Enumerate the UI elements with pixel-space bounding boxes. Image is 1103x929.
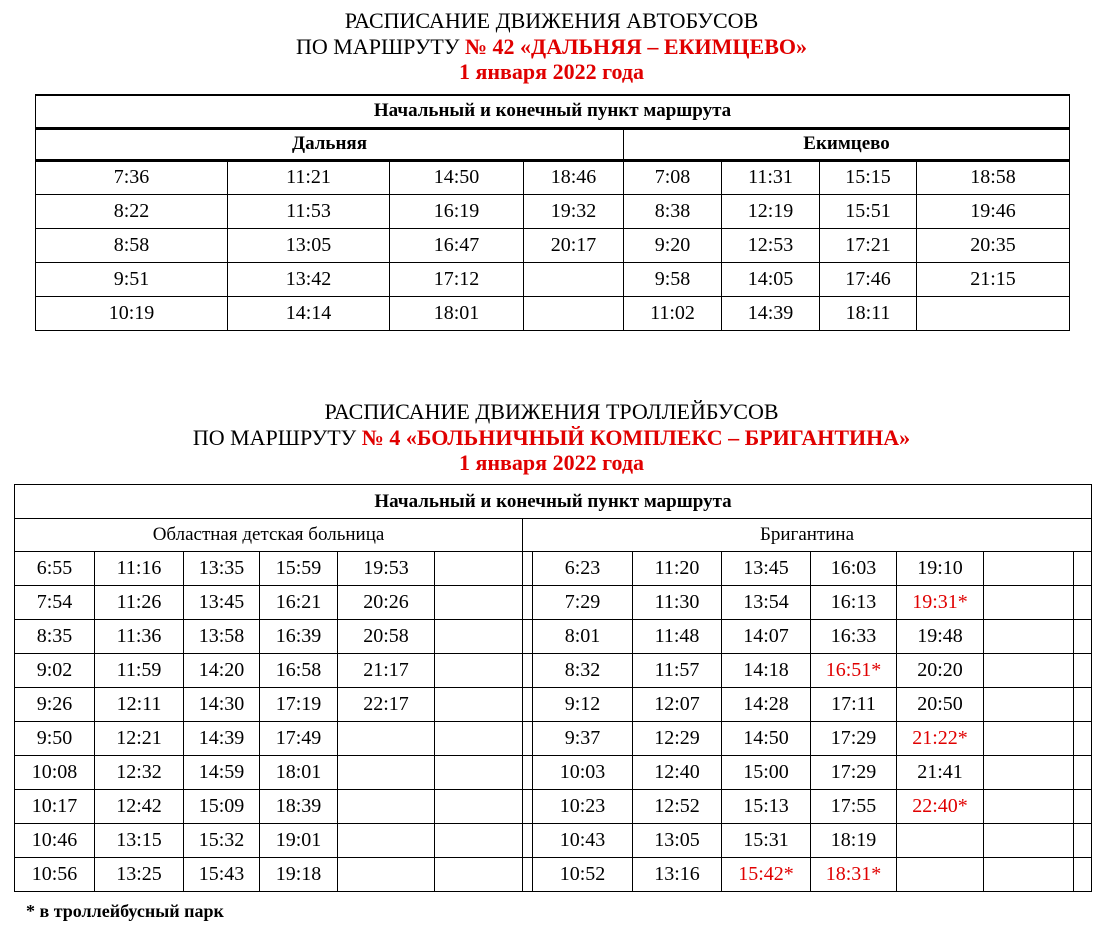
bus-title-block	[0, 8, 1103, 84]
trolley-date: 1 января 2022 года	[458, 450, 645, 475]
trolley-time-cell: 12:32	[95, 756, 184, 790]
trolley-time-cell	[984, 790, 1074, 824]
trolley-time-cell	[523, 620, 533, 654]
bus-time-row	[36, 262, 1070, 296]
trolley-time-cell: 10:17	[15, 790, 95, 824]
bus-time-cell: 18:11	[820, 296, 917, 330]
trolley-time-cell	[435, 858, 523, 892]
bus-time-cell: 12:53	[722, 228, 820, 262]
bus-title-line2	[0, 34, 1103, 60]
trolley-time-row	[15, 824, 1092, 858]
trolley-time-cell: 16:21	[260, 586, 338, 620]
trolley-time-cell	[523, 654, 533, 688]
trolley-time-row	[15, 688, 1092, 722]
trolley-time-cell: 19:31*	[897, 586, 984, 620]
trolley-time-cell	[523, 722, 533, 756]
trolley-time-row	[15, 756, 1092, 790]
trolley-time-cell: 21:17	[338, 654, 435, 688]
trolley-time-cell	[523, 756, 533, 790]
trolley-time-cell: 10:43	[533, 824, 633, 858]
trolley-time-cell: 17:11	[811, 688, 897, 722]
bus-header: Начальный и конечный пункт маршрута	[36, 95, 1070, 128]
trolley-time-cell: 18:19	[811, 824, 897, 858]
trolley-time-cell: 6:55	[15, 552, 95, 586]
bus-title-prefix: ПО МАРШРУТУ	[296, 34, 465, 59]
trolley-time-cell: 6:23	[533, 552, 633, 586]
bus-time-cell: 21:15	[917, 262, 1070, 296]
bus-time-cell: 9:58	[624, 262, 722, 296]
trolley-time-cell	[984, 586, 1074, 620]
trolley-time-cell: 19:48	[897, 620, 984, 654]
trolley-time-cell	[523, 790, 533, 824]
trolley-time-cell	[338, 722, 435, 756]
trolley-time-cell	[435, 586, 523, 620]
trolley-time-cell: 13:35	[184, 552, 260, 586]
trolley-time-cell: 13:15	[95, 824, 184, 858]
trolley-time-cell: 10:03	[533, 756, 633, 790]
trolley-time-cell: 20:20	[897, 654, 984, 688]
trolley-time-cell: 19:01	[260, 824, 338, 858]
trolley-time-cell	[338, 858, 435, 892]
trolley-time-cell: 11:59	[95, 654, 184, 688]
trolley-time-cell: 10:23	[533, 790, 633, 824]
trolley-time-cell: 15:31	[722, 824, 811, 858]
trolley-time-cell: 7:29	[533, 586, 633, 620]
trolley-time-cell: 13:45	[722, 552, 811, 586]
trolley-time-cell: 16:58	[260, 654, 338, 688]
bus-time-row	[36, 228, 1070, 262]
trolley-time-cell	[523, 586, 533, 620]
trolley-time-cell	[435, 722, 523, 756]
trolley-time-cell	[435, 790, 523, 824]
trolley-time-cell: 17:29	[811, 722, 897, 756]
trolley-time-cell	[1074, 858, 1092, 892]
bus-time-cell: 11:53	[228, 194, 390, 228]
footnote: * в троллейбусный парк	[26, 901, 224, 921]
bus-time-row	[36, 296, 1070, 330]
trolley-time-cell: 22:17	[338, 688, 435, 722]
trolley-time-cell: 14:30	[184, 688, 260, 722]
trolley-time-cell: 17:49	[260, 722, 338, 756]
trolley-time-cell: 9:12	[533, 688, 633, 722]
trolley-time-cell: 20:26	[338, 586, 435, 620]
trolley-time-row	[15, 586, 1092, 620]
trolley-time-cell: 17:29	[811, 756, 897, 790]
trolley-time-cell	[984, 858, 1074, 892]
bus-time-cell: 11:02	[624, 296, 722, 330]
trolley-time-cell	[1074, 722, 1092, 756]
trolley-time-cell	[1074, 688, 1092, 722]
trolley-time-cell: 14:50	[722, 722, 811, 756]
trolley-time-cell: 11:30	[633, 586, 722, 620]
trolley-time-cell: 12:29	[633, 722, 722, 756]
trolley-time-cell: 18:39	[260, 790, 338, 824]
bus-time-cell: 17:21	[820, 228, 917, 262]
trolley-time-cell: 15:32	[184, 824, 260, 858]
trolley-time-row	[15, 790, 1092, 824]
bus-time-cell	[524, 296, 624, 330]
bus-schedule-table	[35, 94, 1070, 331]
bus-time-cell: 14:14	[228, 296, 390, 330]
trolley-time-cell	[897, 858, 984, 892]
trolley-time-cell	[1074, 620, 1092, 654]
trolley-title-line2	[0, 425, 1103, 451]
trolley-time-row	[15, 552, 1092, 586]
bus-time-cell: 15:15	[820, 160, 917, 194]
bus-time-cell: 12:19	[722, 194, 820, 228]
bus-time-cell: 20:35	[917, 228, 1070, 262]
trolley-time-cell	[435, 756, 523, 790]
trolley-time-cell: 13:54	[722, 586, 811, 620]
trolley-time-cell: 20:50	[897, 688, 984, 722]
bus-time-cell	[524, 262, 624, 296]
trolley-title-prefix: ПО МАРШРУТУ	[192, 425, 362, 450]
bus-stop-left: Дальняя	[36, 128, 624, 160]
trolley-time-cell: 15:42*	[722, 858, 811, 892]
trolley-table-body	[15, 552, 1092, 892]
trolley-route-name: № 4 «БОЛЬНИЧНЫЙ КОМПЛЕКС – БРИГАНТИНА»	[361, 425, 911, 450]
trolley-time-cell: 19:18	[260, 858, 338, 892]
bus-time-cell: 16:19	[390, 194, 524, 228]
trolley-time-cell: 17:55	[811, 790, 897, 824]
trolley-time-cell: 7:54	[15, 586, 95, 620]
trolley-time-cell: 12:07	[633, 688, 722, 722]
bus-time-cell: 17:12	[390, 262, 524, 296]
trolley-time-cell: 15:59	[260, 552, 338, 586]
bus-time-cell: 8:38	[624, 194, 722, 228]
bus-time-cell: 9:51	[36, 262, 228, 296]
trolley-time-cell: 16:33	[811, 620, 897, 654]
bus-time-cell: 19:46	[917, 194, 1070, 228]
bus-time-cell	[917, 296, 1070, 330]
bus-time-cell: 7:36	[36, 160, 228, 194]
trolley-time-cell: 9:37	[533, 722, 633, 756]
trolley-time-cell: 14:28	[722, 688, 811, 722]
trolley-time-cell: 10:56	[15, 858, 95, 892]
trolley-time-cell: 12:52	[633, 790, 722, 824]
bus-time-cell: 19:32	[524, 194, 624, 228]
bus-time-row	[36, 194, 1070, 228]
bus-date: 1 января 2022 года	[458, 59, 645, 84]
bus-time-cell: 13:05	[228, 228, 390, 262]
bus-table-body	[36, 160, 1070, 330]
trolley-time-cell: 9:50	[15, 722, 95, 756]
trolley-time-cell: 11:26	[95, 586, 184, 620]
trolley-time-cell: 11:16	[95, 552, 184, 586]
trolley-time-cell: 14:18	[722, 654, 811, 688]
trolley-time-cell	[338, 756, 435, 790]
trolley-time-cell: 12:21	[95, 722, 184, 756]
trolley-stop-left: Областная детская больница	[15, 519, 523, 552]
trolley-time-cell	[984, 756, 1074, 790]
bus-time-cell: 17:46	[820, 262, 917, 296]
trolley-header: Начальный и конечный пункт маршрута	[15, 485, 1092, 519]
trolley-time-cell: 13:16	[633, 858, 722, 892]
trolley-time-cell	[984, 824, 1074, 858]
trolley-time-cell	[435, 824, 523, 858]
bus-title-line1: РАСПИСАНИЕ ДВИЖЕНИЯ АВТОБУСОВ	[344, 8, 759, 33]
bus-time-cell: 11:31	[722, 160, 820, 194]
trolley-time-cell: 21:41	[897, 756, 984, 790]
trolley-time-cell	[523, 688, 533, 722]
trolley-time-cell	[435, 654, 523, 688]
bus-time-cell: 8:58	[36, 228, 228, 262]
trolley-time-cell: 16:03	[811, 552, 897, 586]
trolley-time-cell	[1074, 654, 1092, 688]
trolley-time-cell	[435, 552, 523, 586]
trolley-time-cell: 14:39	[184, 722, 260, 756]
trolley-time-cell	[523, 858, 533, 892]
trolley-time-cell: 8:01	[533, 620, 633, 654]
trolley-time-cell: 13:05	[633, 824, 722, 858]
trolley-time-cell	[1074, 586, 1092, 620]
trolley-time-cell	[984, 654, 1074, 688]
trolley-time-cell: 11:57	[633, 654, 722, 688]
trolley-time-cell: 15:43	[184, 858, 260, 892]
trolley-time-cell: 13:25	[95, 858, 184, 892]
bus-time-cell: 16:47	[390, 228, 524, 262]
trolley-time-cell	[1074, 756, 1092, 790]
trolley-time-cell: 12:42	[95, 790, 184, 824]
trolley-time-cell: 13:45	[184, 586, 260, 620]
trolley-time-cell: 20:58	[338, 620, 435, 654]
trolley-time-cell	[984, 722, 1074, 756]
trolley-time-cell	[1074, 790, 1092, 824]
trolley-time-cell: 12:40	[633, 756, 722, 790]
trolley-time-cell	[1074, 824, 1092, 858]
bus-time-row	[36, 160, 1070, 194]
trolley-time-cell: 11:48	[633, 620, 722, 654]
bus-route-name: № 42 «ДАЛЬНЯЯ – ЕКИМЦЕВО»	[464, 34, 807, 59]
trolley-time-cell: 14:20	[184, 654, 260, 688]
trolley-time-cell: 19:53	[338, 552, 435, 586]
trolley-time-cell: 12:11	[95, 688, 184, 722]
trolley-time-cell	[435, 688, 523, 722]
trolley-time-cell	[897, 824, 984, 858]
trolley-time-row	[15, 722, 1092, 756]
trolley-time-row	[15, 654, 1092, 688]
bus-time-cell: 7:08	[624, 160, 722, 194]
trolley-title-line1: РАСПИСАНИЕ ДВИЖЕНИЯ ТРОЛЛЕЙБУСОВ	[324, 399, 779, 424]
trolley-time-cell	[1074, 552, 1092, 586]
trolley-time-cell	[435, 620, 523, 654]
bus-time-cell: 18:01	[390, 296, 524, 330]
trolley-time-cell: 9:02	[15, 654, 95, 688]
trolley-time-cell: 16:39	[260, 620, 338, 654]
trolley-time-cell	[984, 552, 1074, 586]
trolley-time-cell: 10:46	[15, 824, 95, 858]
trolley-time-cell: 8:32	[533, 654, 633, 688]
trolley-time-cell	[523, 552, 533, 586]
trolley-time-cell: 11:36	[95, 620, 184, 654]
trolley-time-cell: 19:10	[897, 552, 984, 586]
trolley-time-row	[15, 858, 1092, 892]
bus-stop-right: Екимцево	[624, 128, 1070, 160]
trolley-time-cell	[984, 620, 1074, 654]
bus-time-cell: 8:22	[36, 194, 228, 228]
bus-time-cell: 14:39	[722, 296, 820, 330]
trolley-time-cell: 8:35	[15, 620, 95, 654]
bus-time-cell: 15:51	[820, 194, 917, 228]
bus-time-cell: 18:58	[917, 160, 1070, 194]
trolley-time-cell: 16:51*	[811, 654, 897, 688]
trolley-time-cell: 10:08	[15, 756, 95, 790]
trolley-time-cell	[984, 688, 1074, 722]
trolley-time-cell	[338, 824, 435, 858]
trolley-time-cell: 11:20	[633, 552, 722, 586]
trolley-time-cell: 9:26	[15, 688, 95, 722]
trolley-time-cell: 22:40*	[897, 790, 984, 824]
trolley-time-cell: 16:13	[811, 586, 897, 620]
trolley-time-cell: 17:19	[260, 688, 338, 722]
trolley-time-cell: 15:09	[184, 790, 260, 824]
bus-time-cell: 14:50	[390, 160, 524, 194]
trolley-time-cell: 14:07	[722, 620, 811, 654]
trolley-time-row	[15, 620, 1092, 654]
bus-time-cell: 14:05	[722, 262, 820, 296]
bus-time-cell: 10:19	[36, 296, 228, 330]
trolley-schedule-table	[14, 484, 1092, 892]
trolley-time-cell: 14:59	[184, 756, 260, 790]
trolley-time-cell: 18:31*	[811, 858, 897, 892]
trolley-time-cell	[523, 824, 533, 858]
bus-time-cell: 18:46	[524, 160, 624, 194]
trolley-stop-right: Бригантина	[523, 519, 1092, 552]
trolley-title-block	[0, 399, 1103, 475]
trolley-time-cell: 10:52	[533, 858, 633, 892]
trolley-time-cell: 18:01	[260, 756, 338, 790]
trolley-time-cell: 15:13	[722, 790, 811, 824]
trolley-time-cell: 15:00	[722, 756, 811, 790]
bus-time-cell: 11:21	[228, 160, 390, 194]
trolley-time-cell	[338, 790, 435, 824]
bus-time-cell: 20:17	[524, 228, 624, 262]
bus-time-cell: 13:42	[228, 262, 390, 296]
trolley-time-cell: 21:22*	[897, 722, 984, 756]
trolley-time-cell: 13:58	[184, 620, 260, 654]
bus-time-cell: 9:20	[624, 228, 722, 262]
